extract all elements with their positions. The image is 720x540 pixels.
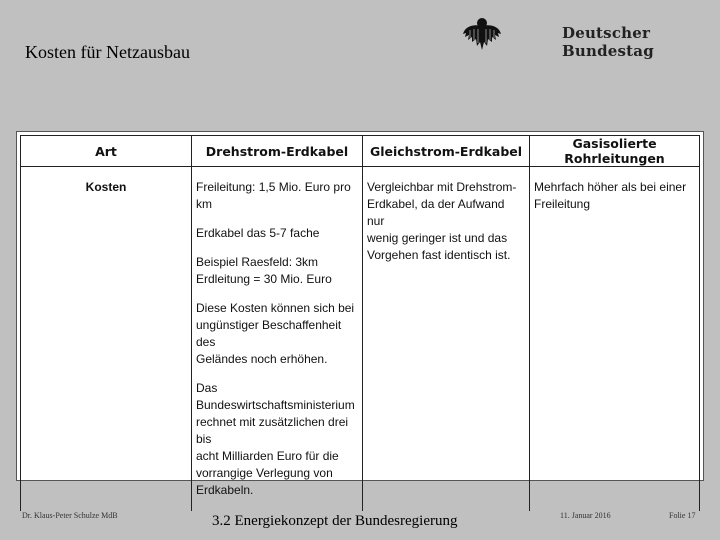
cell-gleichstrom: [363, 167, 530, 512]
slide-title: Kosten für Netzausbau: [25, 42, 190, 62]
footer-page-number: Folie 17: [669, 511, 696, 520]
federal-eagle-icon: [462, 16, 502, 52]
footer-author: Dr. Klaus-Peter Schulze MdB: [22, 511, 118, 520]
drehstrom-paragraph: Erdkabel das 5-7 fache: [196, 226, 320, 240]
header-gasisoliert: Gasisolierte Rohrleitungen: [530, 136, 700, 167]
footer-topic: 3.2 Energiekonzept der Bundesregierung: [212, 513, 458, 529]
cell-gasisoliert: [530, 167, 700, 512]
gleichstrom-paragraph: Vergleichbar mit Drehstrom- Erdkabel, da der Aufwand nur wenig geringer ist und das Vorgehen fast identisch ist.: [367, 180, 517, 262]
cost-table-panel: [16, 131, 704, 497]
table-row: [21, 167, 700, 512]
cell-drehstrom: [192, 167, 363, 512]
cost-table: [20, 135, 700, 511]
header-art: Art: [21, 136, 192, 167]
drehstrom-paragraph: Beispiel Raesfeld: 3km Erdleitung = 30 Mio. Euro: [196, 255, 332, 286]
drehstrom-paragraph: Diese Kosten können sich bei ungünstiger Beschaffenheit des Geländes noch erhöhen.: [196, 301, 355, 366]
drehstrom-paragraph: Freileitung: 1,5 Mio. Euro pro km: [196, 180, 351, 211]
gasisoliert-paragraph: Mehrfach höher als bei einer Freileitung: [534, 180, 687, 211]
header-drehstrom: Drehstrom-Erdkabel: [192, 136, 363, 167]
cell-art: Kosten: [21, 167, 192, 512]
drehstrom-paragraph: Das Bundeswirtschaftsministerium rechnet mit zusätzlichen drei bis acht Milliarden Euro für die vorrangige Verlegung von Erdkabeln.: [196, 381, 355, 497]
brand-wordmark: Deutscher Bundestag: [562, 24, 654, 60]
header-gleichstrom: Gleichstrom-Erdkabel: [363, 136, 530, 167]
table-header-row: [21, 136, 700, 167]
footer-date: 11. Januar 2016: [560, 511, 611, 520]
